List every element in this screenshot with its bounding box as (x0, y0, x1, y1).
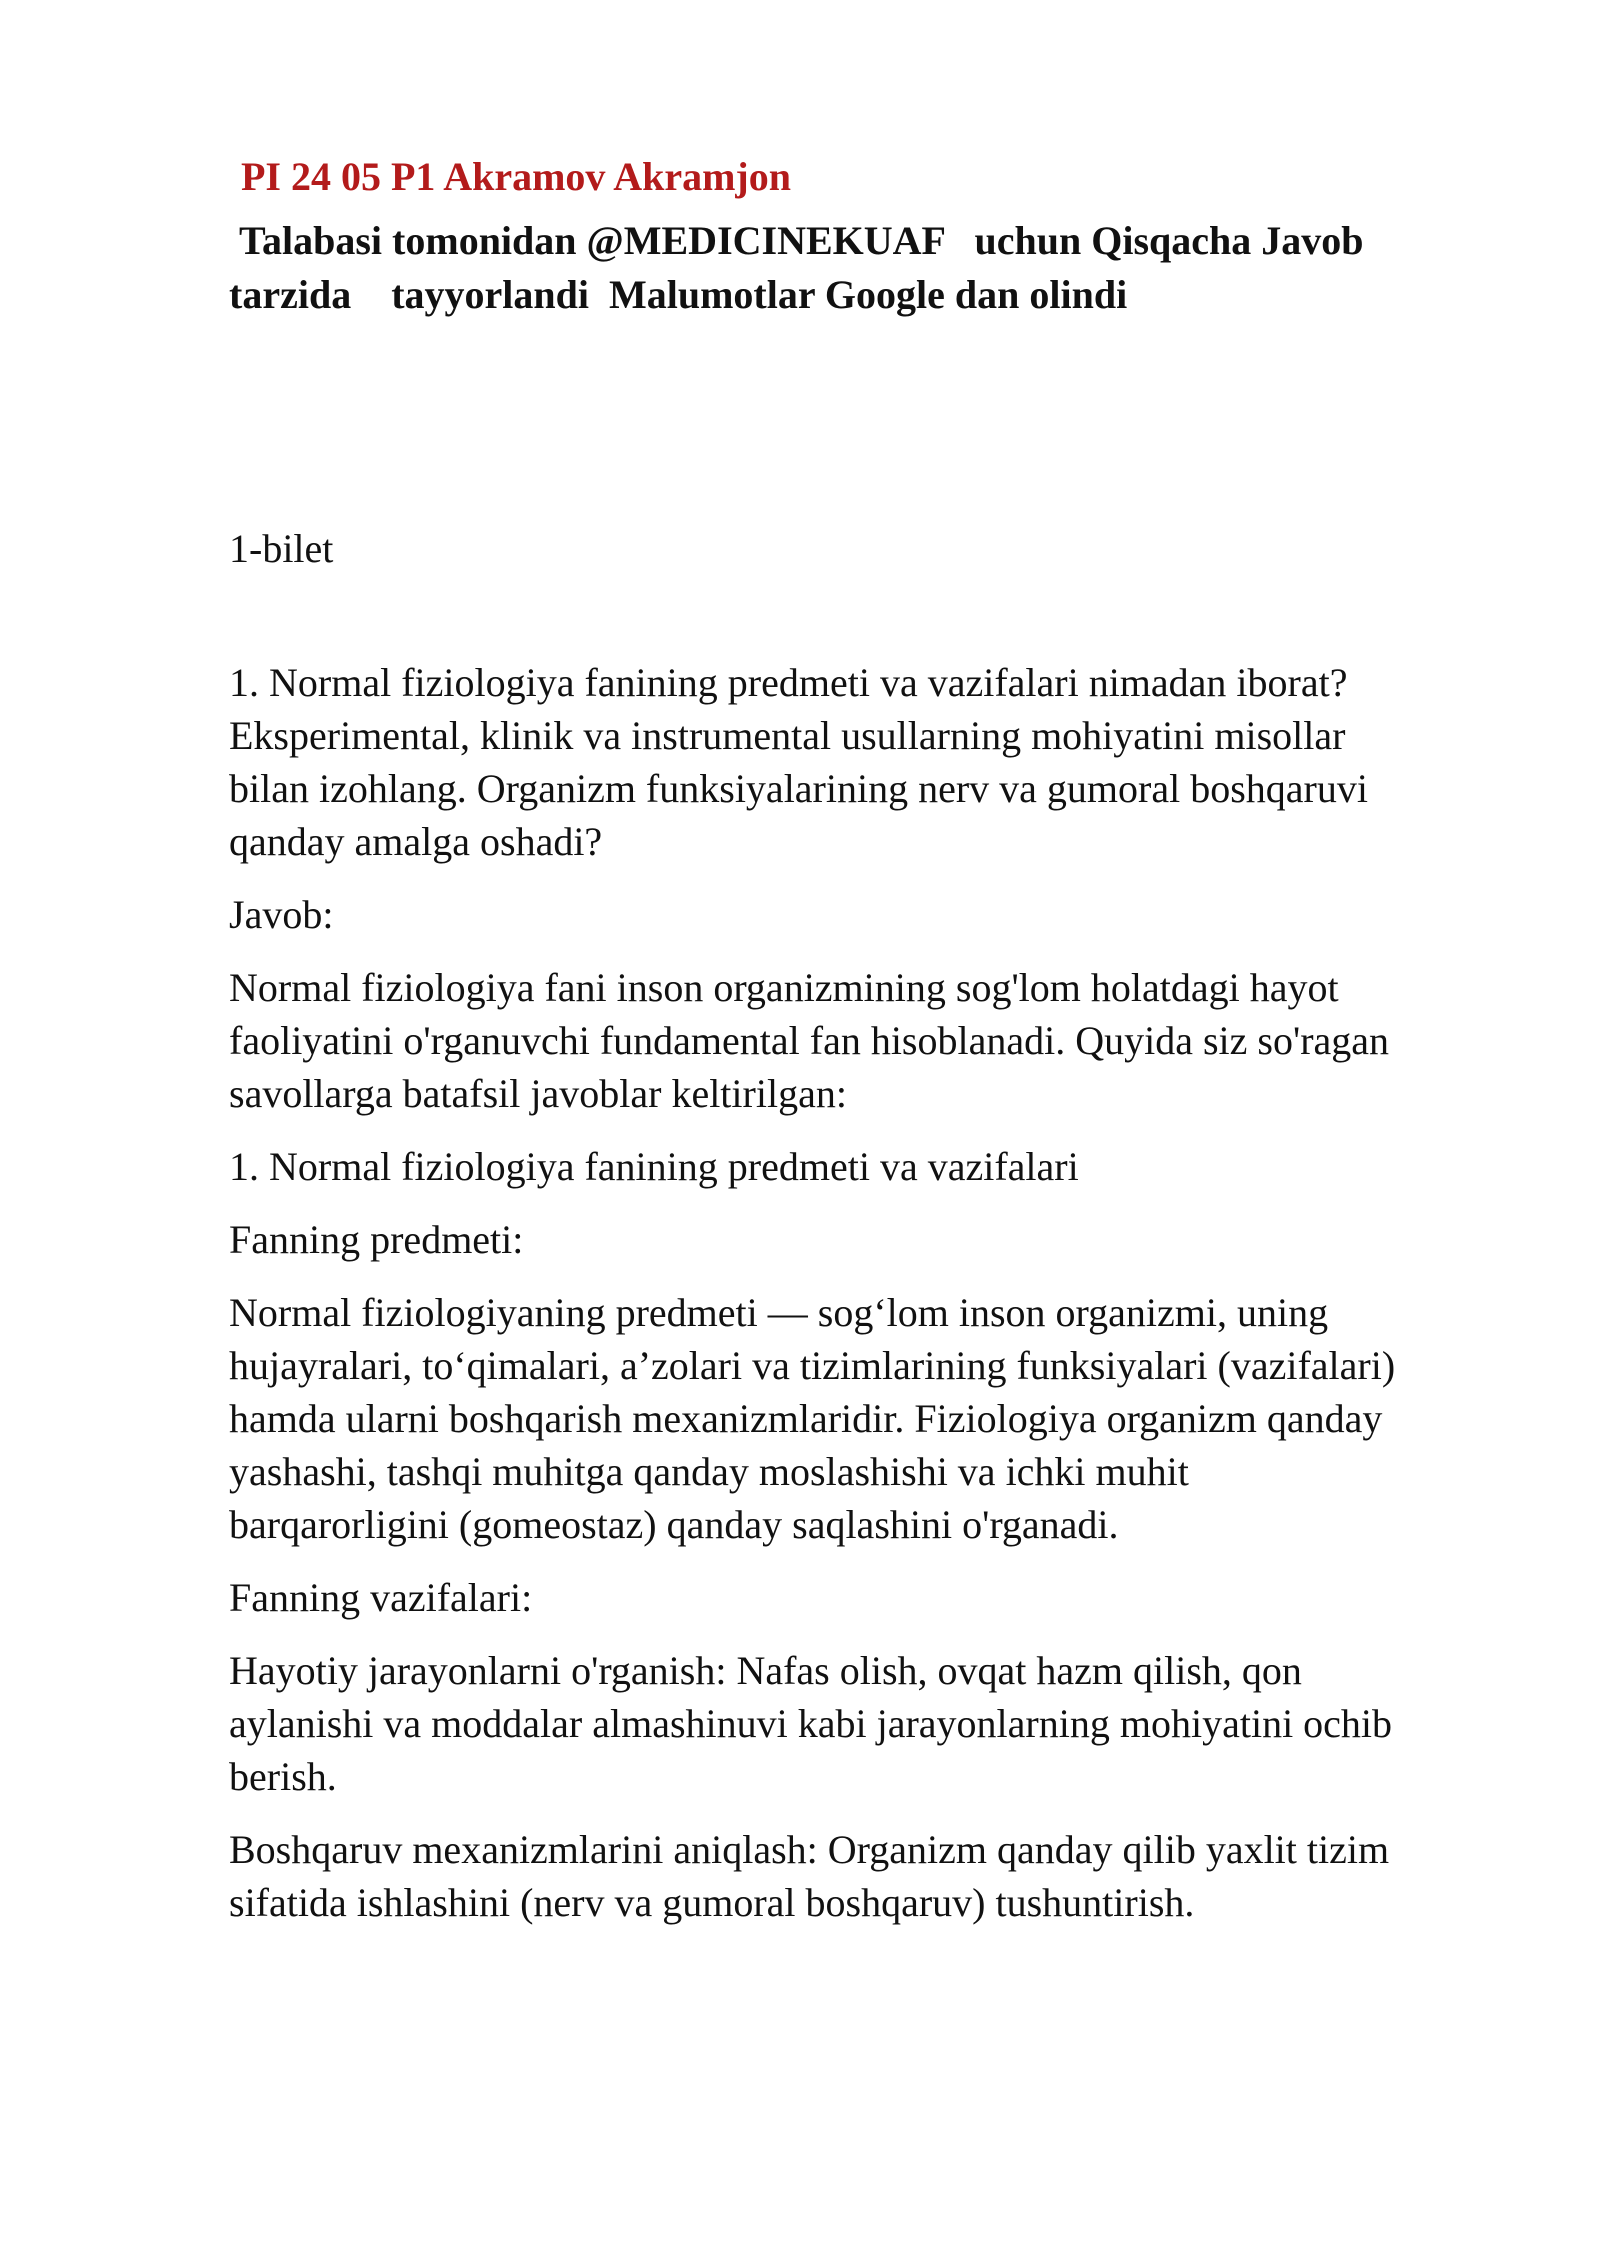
predmet-line-5: barqarorligini (gomeostaz) qanday saqlashini o'rganadi. (229, 1502, 1119, 1547)
intro-line-3: savollarga batafsil javoblar keltirilgan: (229, 1071, 847, 1116)
predmet-line-1: Normal fiziologiyaning predmeti — sog‘lom inson organizmi, uning (229, 1290, 1329, 1335)
vazifa-2-paragraph (229, 1823, 1489, 1929)
document-subtitle (229, 214, 1489, 322)
question-line-2: Eksperimental, klinik va instrumental usullarning mohiyatini misollar (229, 713, 1346, 758)
ticket-label: 1-bilet (229, 526, 334, 571)
section-1-heading: 1. Normal fiziologiya fanining predmeti va vazifalari (229, 1144, 1079, 1189)
question-line-3: bilan izohlang. Organizm funksiyalarining nerv va gumoral boshqaruvi (229, 766, 1368, 811)
document-content (229, 150, 1489, 1929)
vazifa-1-line-1: Hayotiy jarayonlarni o'rganish: Nafas olish, ovqat hazm qilish, qon (229, 1648, 1302, 1693)
vazifa-1-line-3: berish. (229, 1754, 337, 1799)
question-line-4: qanday amalga oshadi? (229, 819, 603, 864)
vazifa-1-paragraph (229, 1644, 1489, 1803)
question-line-1: 1. Normal fiziologiya fanining predmeti va vazifalari nimadan iborat? (229, 660, 1348, 705)
predmet-heading: Fanning predmeti: (229, 1217, 524, 1262)
predmet-line-2: hujayralari, to‘qimalari, a’zolari va tizimlarining funksiyalari (vazifalari) (229, 1343, 1396, 1388)
intro-paragraph (229, 961, 1489, 1120)
intro-line-1: Normal fiziologiya fani inson organizmining sog'lom holatdagi hayot (229, 965, 1339, 1010)
vazifa-2-line-1: Boshqaruv mexanizmlarini aniqlash: Organizm qanday qilib yaxlit tizim (229, 1827, 1390, 1872)
question-paragraph (229, 656, 1489, 868)
vazifa-1-line-2: aylanishi va moddalar almashinuvi kabi jarayonlarning mohiyatini ochib (229, 1701, 1393, 1746)
answer-label: Javob: (229, 892, 334, 937)
subtitle-line-2: tarzida tayyorlandi Malumotlar Google dan olindi (229, 272, 1128, 317)
predmet-paragraph (229, 1286, 1489, 1551)
vazifa-2-line-2: sifatida ishlashini (nerv va gumoral boshqaruv) tushuntirish. (229, 1880, 1195, 1925)
intro-line-2: faoliyatini o'rganuvchi fundamental fan hisoblanadi. Quyida siz so'ragan (229, 1018, 1390, 1063)
document-title: PI 24 05 P1 Akramov Akramjon (241, 154, 791, 199)
predmet-line-4: yashashi, tashqi muhitga qanday moslashishi va ichki muhit (229, 1449, 1189, 1494)
predmet-line-3: hamda ularni boshqarish mexanizmlaridir. Fiziologiya organizm qanday (229, 1396, 1383, 1441)
vazifalar-heading: Fanning vazifalari: (229, 1575, 533, 1620)
subtitle-line-1: Talabasi tomonidan @MEDICINEKUAF uchun Qisqacha Javob (229, 218, 1364, 263)
